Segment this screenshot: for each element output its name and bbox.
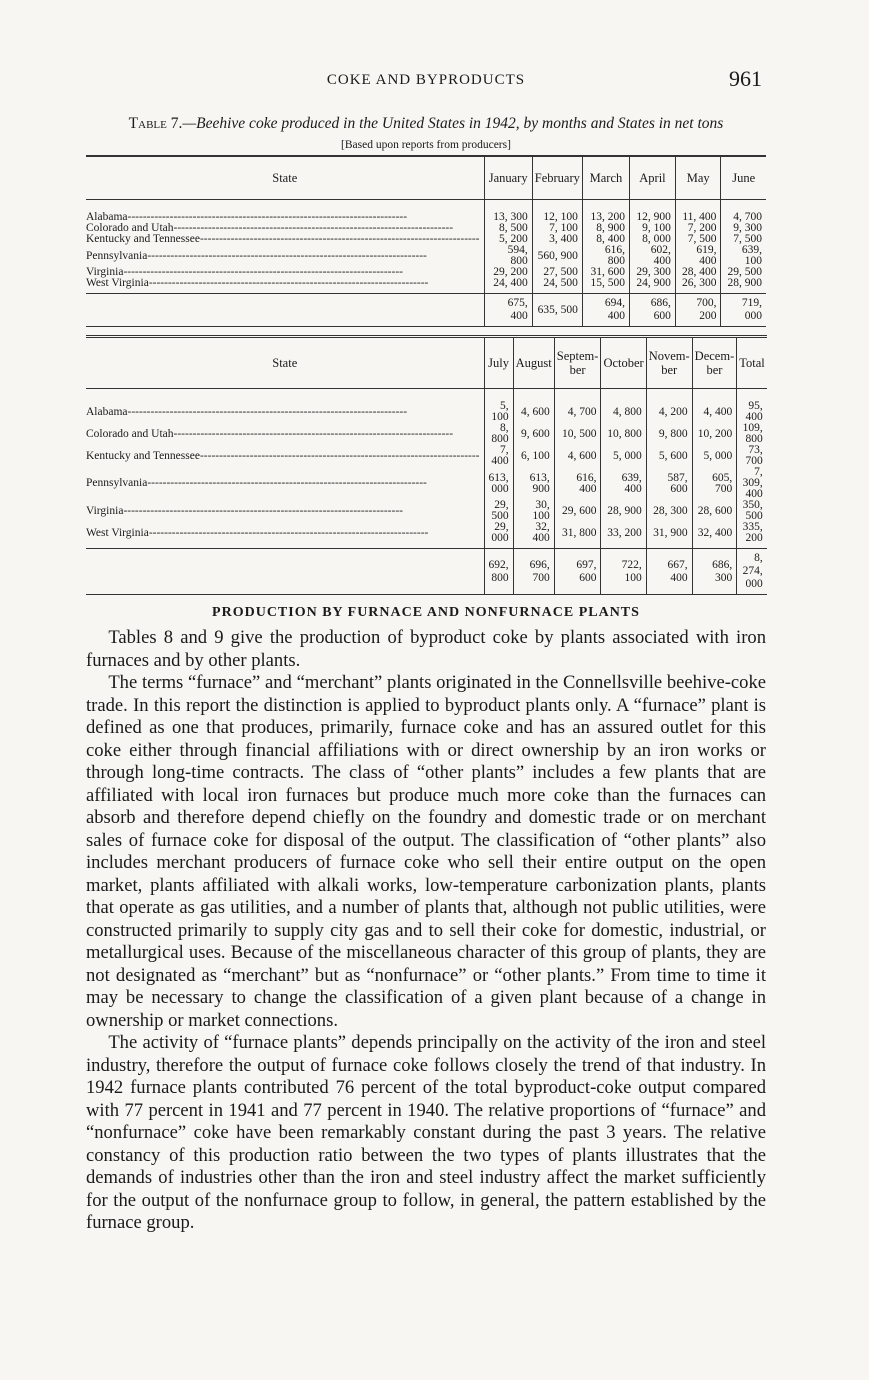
- column-header: May: [675, 156, 721, 200]
- value-cell: 6, 100: [513, 445, 554, 467]
- page: [86, 60, 766, 1235]
- value-cell: 8, 400: [582, 234, 629, 245]
- state-cell: Pennsylvania -----: [86, 245, 484, 267]
- value-cell: 28, 900: [721, 278, 766, 294]
- value-cell: 73, 700: [737, 445, 767, 467]
- table-row: [86, 445, 767, 467]
- value-cell: 4, 400: [692, 389, 737, 424]
- value-cell: 31, 800: [554, 522, 601, 549]
- value-cell: 350, 500: [737, 500, 767, 522]
- column-header: October: [601, 337, 646, 389]
- value-cell: 8, 000: [629, 234, 675, 245]
- table-row: [86, 522, 767, 549]
- paragraph: The activity of “furnace plants” depends principally on the activity of the iron and steel industry, therefore the output of furnace coke follows closely the trend of that industry. In 1942 furnace plants contributed 76 percent of the total byproduct-coke output compared with 77 percent in 1941 and 77 percent in 1940. The relative proportions of “furnace” and “nonfurnace” coke have been remarkably constant during the past 3 years. The relative constancy of this production ratio between the two types of plants illustrates that the demands of industries other than the iron and steel industry affect the market sufficiently for the output of the nonfurnace group to follow, in general, the pattern established by the furnace group.: [86, 1032, 766, 1233]
- value-cell: 587, 600: [646, 467, 692, 500]
- state-cell: Pennsylvania -----: [86, 467, 484, 500]
- value-cell: 29, 500: [484, 500, 513, 522]
- value-cell: 619, 400: [675, 245, 721, 267]
- value-cell: 9, 800: [646, 423, 692, 445]
- state-cell: West Virginia -----: [86, 522, 484, 549]
- table-part-1: [86, 155, 766, 327]
- total-cell: 722, 100: [601, 549, 646, 595]
- table-header-row: [86, 337, 767, 389]
- value-cell: 616, 400: [554, 467, 601, 500]
- column-header: Septem- ber: [554, 337, 601, 389]
- value-cell: 28, 600: [692, 500, 737, 522]
- state-cell: Alabama -----: [86, 389, 484, 424]
- value-cell: 5, 100: [484, 389, 513, 424]
- table-header-row: [86, 156, 766, 200]
- value-cell: 7, 400: [484, 445, 513, 467]
- table-caption: [86, 114, 766, 133]
- table-row: [86, 423, 767, 445]
- value-cell: 9, 300: [721, 223, 766, 234]
- total-cell: 686, 600: [629, 294, 675, 327]
- value-cell: 4, 600: [554, 445, 601, 467]
- state-cell: Alabama -----: [86, 200, 484, 224]
- value-cell: 95, 400: [737, 389, 767, 424]
- table-row: [86, 500, 767, 522]
- value-cell: 29, 300: [629, 267, 675, 278]
- value-cell: 4, 800: [601, 389, 646, 424]
- value-cell: 33, 200: [601, 522, 646, 549]
- column-header: Total: [737, 337, 767, 389]
- value-cell: 639, 400: [601, 467, 646, 500]
- column-header: January: [484, 156, 532, 200]
- value-cell: 15, 500: [582, 278, 629, 294]
- total-label-cell: [86, 549, 484, 595]
- value-cell: 10, 200: [692, 423, 737, 445]
- running-head: [86, 60, 766, 100]
- value-cell: 613, 900: [513, 467, 554, 500]
- value-cell: 9, 100: [629, 223, 675, 234]
- table-caption-label: Table 7.: [128, 115, 183, 132]
- value-cell: 30, 100: [513, 500, 554, 522]
- value-cell: 28, 400: [675, 267, 721, 278]
- state-cell: Virginia -----: [86, 500, 484, 522]
- section-heading: PRODUCTION BY FURNACE AND NONFURNACE PLANTS: [212, 605, 640, 620]
- total-cell: 8, 274, 000: [737, 549, 767, 595]
- value-cell: 28, 900: [601, 500, 646, 522]
- value-cell: 7, 500: [675, 234, 721, 245]
- value-cell: 13, 300: [484, 200, 532, 224]
- total-cell: 697, 600: [554, 549, 601, 595]
- running-title: COKE AND BYPRODUCTS: [326, 72, 526, 88]
- value-cell: 28, 300: [646, 500, 692, 522]
- state-cell: Kentucky and Tennessee -----: [86, 234, 484, 245]
- value-cell: 8, 800: [484, 423, 513, 445]
- total-label-cell: [86, 294, 484, 327]
- total-cell: 635, 500: [532, 294, 582, 327]
- value-cell: 602, 400: [629, 245, 675, 267]
- state-cell: Kentucky and Tennessee -----: [86, 445, 484, 467]
- value-cell: 13, 200: [582, 200, 629, 224]
- table-caption-text: —Beehive coke produced in the United States in 1942, by months and States in net tons: [182, 115, 724, 132]
- value-cell: 5, 200: [484, 234, 532, 245]
- value-cell: 24, 900: [629, 278, 675, 294]
- total-cell: 675, 400: [484, 294, 532, 327]
- total-row: [86, 549, 767, 595]
- table-row: [86, 467, 767, 500]
- value-cell: 616, 800: [582, 245, 629, 267]
- total-cell: 700, 200: [675, 294, 721, 327]
- value-cell: 4, 200: [646, 389, 692, 424]
- value-cell: 8, 900: [582, 223, 629, 234]
- value-cell: 32, 400: [513, 522, 554, 549]
- column-header: Novem- ber: [646, 337, 692, 389]
- value-cell: 27, 500: [532, 267, 582, 278]
- column-header: March: [582, 156, 629, 200]
- value-cell: 29, 000: [484, 522, 513, 549]
- total-cell: 719, 000: [721, 294, 766, 327]
- value-cell: 605, 700: [692, 467, 737, 500]
- table-row: [86, 200, 766, 224]
- value-cell: 24, 400: [484, 278, 532, 294]
- value-cell: 5, 600: [646, 445, 692, 467]
- state-cell: Colorado and Utah -----: [86, 223, 484, 234]
- value-cell: 3, 400: [532, 234, 582, 245]
- paragraph: Tables 8 and 9 give the production of byproduct coke by plants associated with iron furnaces and by other plants.: [86, 627, 766, 671]
- value-cell: 7, 309, 400: [737, 467, 767, 500]
- column-header: State: [86, 337, 484, 389]
- column-header: June: [721, 156, 766, 200]
- body-text: [86, 627, 766, 1235]
- value-cell: 29, 500: [721, 267, 766, 278]
- value-cell: 7, 100: [532, 223, 582, 234]
- value-cell: 11, 400: [675, 200, 721, 224]
- total-cell: 667, 400: [646, 549, 692, 595]
- total-cell: 692, 800: [484, 549, 513, 595]
- value-cell: 7, 200: [675, 223, 721, 234]
- value-cell: 4, 700: [721, 200, 766, 224]
- value-cell: 12, 900: [629, 200, 675, 224]
- value-cell: 24, 500: [532, 278, 582, 294]
- value-cell: 10, 500: [554, 423, 601, 445]
- total-cell: 696, 700: [513, 549, 554, 595]
- value-cell: 32, 400: [692, 522, 737, 549]
- state-cell: Colorado and Utah -----: [86, 423, 484, 445]
- column-header: February: [532, 156, 582, 200]
- value-cell: 5, 000: [692, 445, 737, 467]
- total-row: [86, 294, 766, 327]
- table-part-2: [86, 335, 767, 595]
- value-cell: 7, 500: [721, 234, 766, 245]
- value-cell: 10, 800: [601, 423, 646, 445]
- table-row: [86, 389, 767, 424]
- value-cell: 613, 000: [484, 467, 513, 500]
- total-cell: 686, 300: [692, 549, 737, 595]
- value-cell: 31, 900: [646, 522, 692, 549]
- table-row: [86, 278, 766, 294]
- value-cell: 4, 700: [554, 389, 601, 424]
- value-cell: 8, 500: [484, 223, 532, 234]
- value-cell: 12, 100: [532, 200, 582, 224]
- column-header: Decem- ber: [692, 337, 737, 389]
- value-cell: 26, 300: [675, 278, 721, 294]
- column-header: State: [86, 156, 484, 200]
- column-header: July: [484, 337, 513, 389]
- table-note: [Based upon reports from producers]: [341, 139, 511, 151]
- value-cell: 335, 200: [737, 522, 767, 549]
- state-cell: West Virginia -----: [86, 278, 484, 294]
- state-cell: Virginia -----: [86, 267, 484, 278]
- value-cell: 29, 200: [484, 267, 532, 278]
- value-cell: 594, 800: [484, 245, 532, 267]
- paragraph: The terms “furnace” and “merchant” plants originated in the Connellsville beehive-coke trade. In this report the distinction is applied to byproduct plants only. A “furnace” plant is defined as one that produces, primarily, furnace coke and has an assured outlet for this coke either through financial affiliations with or direct ownership by an iron works or through long-time contracts. The class of “other plants” includes a few plants that are affiliated with local iron furnaces but produce much more coke than the furnaces can absorb and therefore depend chiefly on the foundry and domestic trade or on merchant sales of furnace coke for disposal of the output. The classification of “other plants” also includes merchant producers of furnace coke who sell their entire output on the open market, plants affiliated with alkali works, low-temperature carbonization plants, plants that operate as gas utilities, and a number of plants that, although not public utilities, were constructed primarily to supply city gas and to sell their coke for domestic, industrial, or metallurgical uses. Because of the miscellaneous character of this group of plants, they are not designated as “merchant” but as “nonfurnace” or “other plants.” From time to time it may be necessary to change the classification of a given plant because of a change in ownership or market connections.: [86, 672, 766, 1031]
- value-cell: 29, 600: [554, 500, 601, 522]
- value-cell: 31, 600: [582, 267, 629, 278]
- value-cell: 4, 600: [513, 389, 554, 424]
- page-number: 961: [729, 66, 762, 91]
- table-row: [86, 245, 766, 267]
- value-cell: 639, 100: [721, 245, 766, 267]
- value-cell: 9, 600: [513, 423, 554, 445]
- value-cell: 109, 800: [737, 423, 767, 445]
- value-cell: 560, 900: [532, 245, 582, 267]
- total-cell: 694, 400: [582, 294, 629, 327]
- value-cell: 5, 000: [601, 445, 646, 467]
- column-header: April: [629, 156, 675, 200]
- column-header: August: [513, 337, 554, 389]
